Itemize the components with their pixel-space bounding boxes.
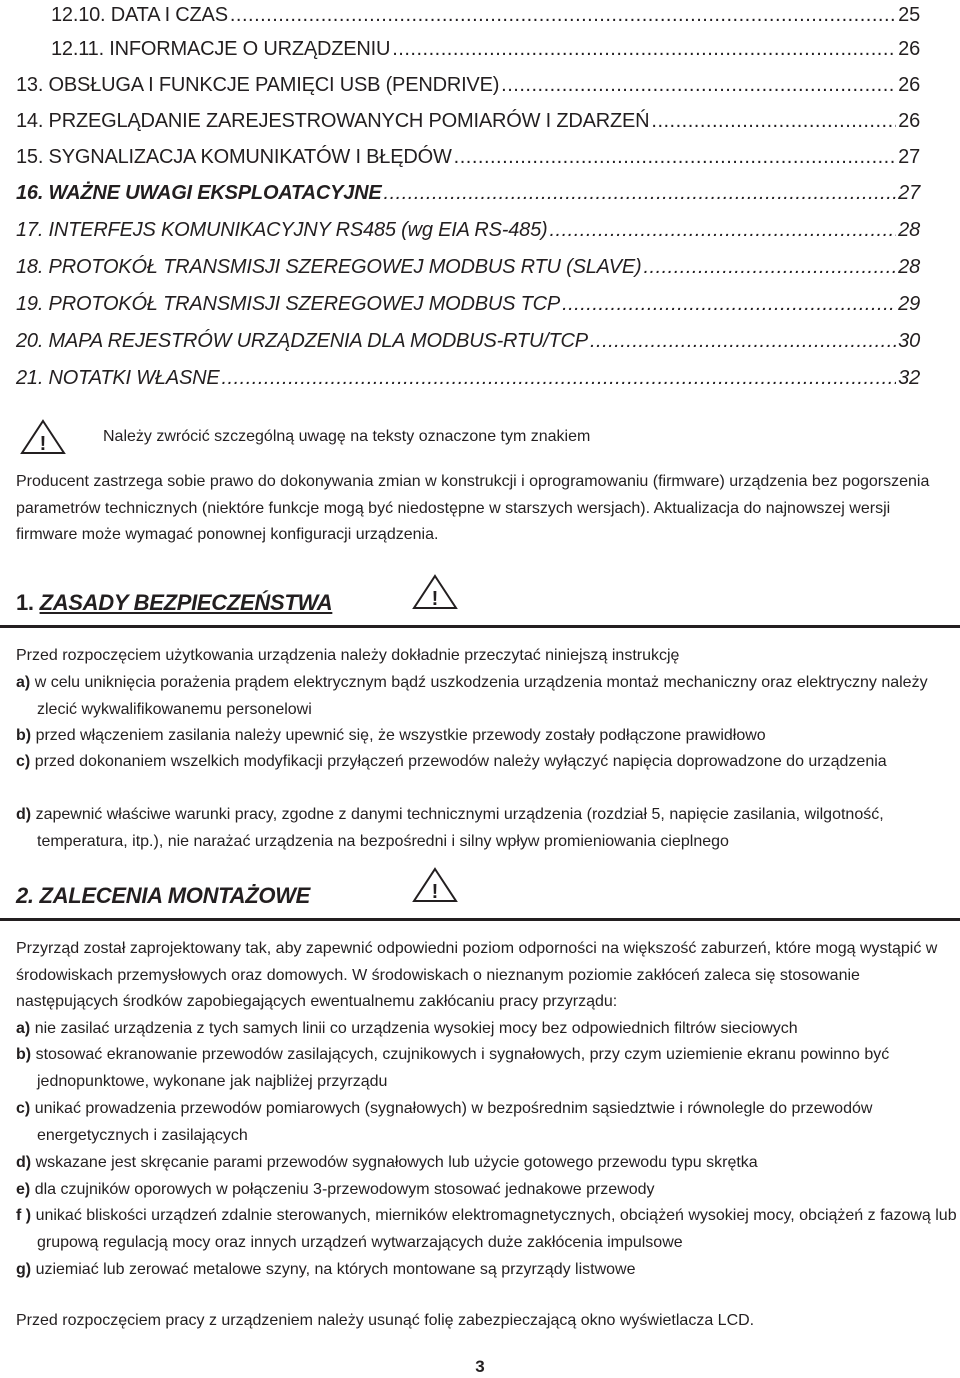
toc-entry [16,292,920,316]
toc-entry-page: 28 [898,256,920,278]
list-item-label: c) [16,753,31,770]
toc-leader [384,181,897,205]
section-1-intro: Przed rozpoczęciem użytkowania urządzenia należy dokładnie przeczytać niniejszą instrukcję [16,647,680,664]
list-item-text: dla czujników oporowych w połączeniu 3-przewodowym stosować jednakowe przewody [34,1181,655,1198]
page-number: 3 [475,1357,485,1376]
toc-entry-label: 14. PRZEGLĄDANIE ZAREJESTROWANYCH POMIARÓW I ZDARZEŃ [16,110,650,132]
section-2-closing: Przed rozpoczęciem pracy z urządzeniem należy usunąć folię zabezpieczającą okno wyświetlacza LCD. [16,1312,755,1329]
list-item [16,1177,946,1204]
toc-leader [562,292,896,316]
toc-entry-page: 26 [898,110,920,132]
list-item-text: wskazane jest skręcanie parami przewodów sygnałowych lub użycie gotowego przewodu typu skrętka [35,1154,758,1171]
toc-entry [51,37,920,61]
toc-entry [16,181,920,205]
toc-leader [221,366,896,390]
list-item [16,723,946,750]
toc-entry [16,218,920,242]
section-1-title: ZASADY BEZPIECZEŃSTWA [39,590,333,615]
toc-leader [230,3,896,27]
toc-entry-label: 16. WAŻNE UWAGI EKSPLOATACYJNE [16,182,382,204]
svg-text:!: ! [431,588,439,610]
toc-entry [16,109,920,133]
toc-entry-page: 27 [898,146,920,168]
toc-entry-label: 18. PROTOKÓŁ TRANSMISJI SZEREGOWEJ MODBUS RTU (SLAVE) [16,256,642,278]
toc-entry-page: 32 [898,367,920,389]
section-1-number: 1. [16,590,34,615]
list-item-text: przed włączeniem zasilania należy upewnić się, że wszystkie przewody zostały podłączone prawidłowo [35,727,766,744]
toc-entry-page: 25 [898,4,920,26]
list-item-label: e) [16,1181,31,1198]
section-divider [0,625,960,628]
toc-entry-page: 26 [898,38,920,60]
warning-triangle-icon [412,867,458,903]
list-item-label: b) [16,727,32,744]
list-item-text: przed dokonaniem wszelkich modyfikacji przyłączeń przewodów należy wyłączyć napięcia doprowadzone do urządzenia [34,753,887,770]
list-item [16,1096,946,1149]
toc-entry-page: 29 [898,293,920,315]
warning-triangle-icon [20,419,66,455]
list-item-label: d) [16,1154,32,1171]
toc-entry [16,73,920,97]
list-item [16,1016,946,1043]
toc-entry-label: 12.10. DATA I CZAS [51,4,228,26]
list-item [16,1150,946,1177]
toc-entry-label: 15. SYGNALIZACJA KOMUNIKATÓW I BŁĘDÓW [16,146,452,168]
svg-text:!: ! [431,881,439,903]
toc-leader [651,109,896,133]
list-item-label: a) [16,674,31,691]
list-item-label: f ) [16,1207,32,1224]
list-item-label: g) [16,1261,32,1278]
toc-leader [454,145,896,169]
toc-entry-label: 19. PROTOKÓŁ TRANSMISJI SZEREGOWEJ MODBUS TCP [16,293,561,315]
toc-entry-page: 27 [898,182,920,204]
section-2-title: 2. ZALECENIA MONTAŻOWE [16,883,311,908]
warning-note: Należy zwrócić szczególną uwagę na teksty oznaczone tym znakiem [103,428,591,445]
toc-entry-page: 28 [898,219,920,241]
toc-entry [16,145,920,169]
list-item-text: zapewnić właściwe warunki pracy, zgodne z danymi technicznymi urządzenia (rozdział 5, napięcie zasilania, wilgotność, temperatura, itp.), nie narażać urządzenia na bezpośredni i silny wpływ promieniowania cieplnego [35,806,884,850]
section-2-intro: Przyrząd został zaprojektowany tak, aby zapewnić odpowiedni poziom odporności na większość zaburzeń, które mogą wystąpić w środowiskach przemysłowych oraz domowych. W środowiskach o nieznanym poziomie zakłóceń zaleca się stosowanie następujących środków zapobiegających ewentualnemu zakłócaniu pracy przyrządu: [16,940,938,1010]
list-item [16,1203,960,1256]
toc-entry [16,255,920,279]
toc-entry [16,366,920,390]
list-item-text: w celu uniknięcia porażenia prądem elektrycznym bądź uszkodzenia urządzenia montaż mechaniczny oraz elektryczny należy zlecić wykwalifikowanemu personelowi [34,674,928,718]
list-item [16,802,946,855]
list-item [16,1042,946,1095]
toc-entry [51,3,920,27]
disclaimer: Producent zastrzega sobie prawo do dokonywania zmian w konstrukcji i oprogramowaniu (firmware) urządzenia bez pogorszenia parametrów technicznych (niektóre funkcje mogą być niedostępne w starszych wersjach). Aktualizacja do najnowszej wersji firmware może wymagać ponownej konfiguracji urządzenia. [16,473,930,543]
section-divider [0,918,960,921]
toc-entry-label: 12.11. INFORMACJE O URZĄDZENIU [51,38,391,60]
list-item [16,670,946,723]
toc-leader [643,255,896,279]
list-item-label: d) [16,806,32,823]
toc-leader [590,329,896,353]
toc-leader [392,37,896,61]
list-item-text: uziemiać lub zerować metalowe szyny, na których montowane są przyrządy listwowe [35,1261,636,1278]
toc-leader [549,218,896,242]
svg-text:!: ! [39,433,47,455]
toc-entry-label: 21. NOTATKI WŁASNE [16,367,220,389]
list-item-label: b) [16,1046,32,1063]
list-item-text: unikać prowadzenia przewodów pomiarowych (sygnałowych) w bezpośrednim sąsiedztwie i równolegle do przewodów energetycznych i zasilających [34,1100,873,1144]
warning-triangle-icon [412,574,458,610]
list-item-label: c) [16,1100,31,1117]
list-item-text: nie zasilać urządzenia z tych samych linii co urządzenia wysokiej mocy bez odpowiednich filtrów sieciowych [34,1020,798,1037]
list-item [16,1257,946,1284]
list-item-text: stosować ekranowanie przewodów zasilających, czujnikowych i sygnałowych, przy czym uziemienie ekranu powinno być jednopunktowe, wykonane jak najbliżej przyrządu [35,1046,890,1090]
toc-entry-label: 17. INTERFEJS KOMUNIKACYJNY RS485 (wg EIA RS-485) [16,219,548,241]
list-item-label: a) [16,1020,31,1037]
section-1-heading [16,590,332,616]
toc-entry-page: 30 [898,330,920,352]
toc-leader [501,73,896,97]
toc-entry-label: 13. OBSŁUGA I FUNKCJE PAMIĘCI USB (PENDRIVE) [16,74,500,96]
list-item-text: unikać bliskości urządzeń zdalnie sterowanych, mierników elektromagnetycznych, obciążeń wysokiej mocy, obciążeń z fazową lub grupową regulacją mocy oraz innych urządzeń wytwarzających duże zakłócenia impulsowe [35,1207,957,1251]
toc-entry [16,329,920,353]
list-item [16,749,946,776]
toc-entry-label: 20. MAPA REJESTRÓW URZĄDZENIA DLA MODBUS-RTU/TCP [16,330,588,352]
toc-entry-page: 26 [898,74,920,96]
